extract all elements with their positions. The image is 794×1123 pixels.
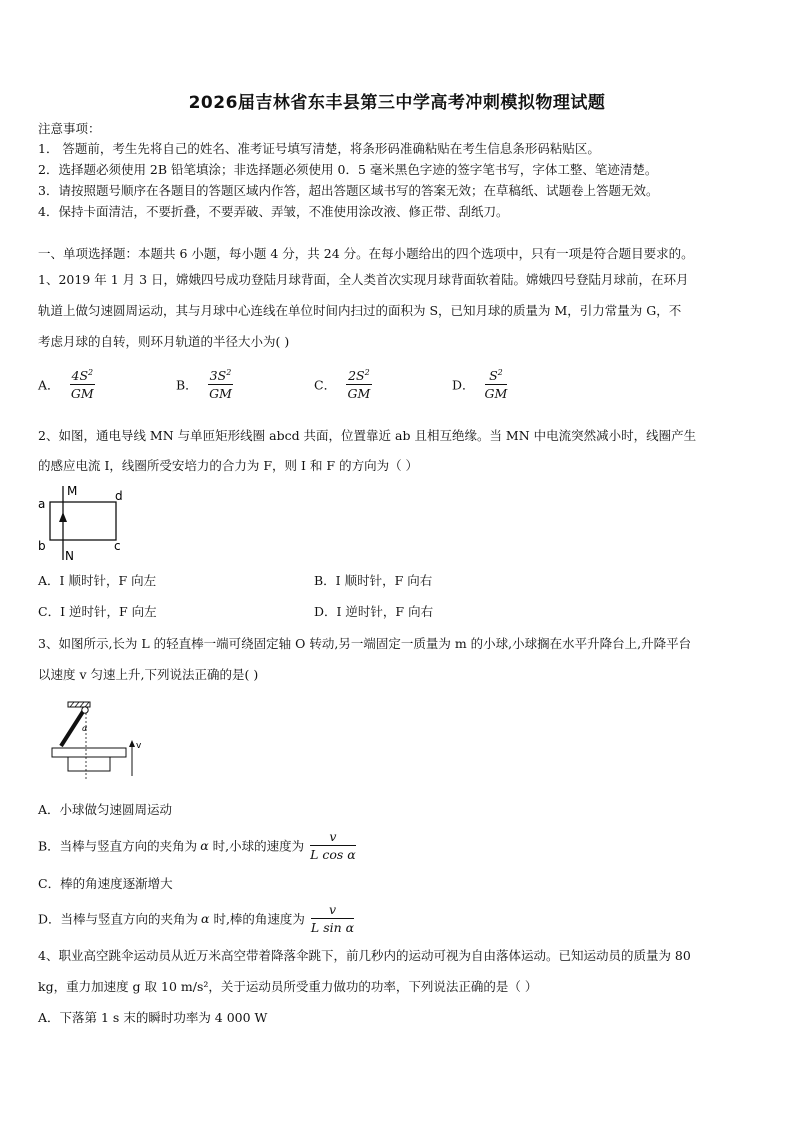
notice-item: 1． 答题前，考生先将自己的姓名、准考证号填写清楚，将条形码准确粘贴在考生信息条形码粘贴区。 [38,141,600,156]
q2-option-a: A．I 顺时针，F 向左 [38,573,157,588]
option-fraction [310,829,356,862]
option-fraction [311,902,354,935]
fraction-denominator: GM [484,386,508,402]
platform-base [68,757,110,771]
notice-item: 2．选择题必须使用 2B 铅笔填涂；非选择题必须使用 0．5 毫米黑色字迹的签字笔书写，字体工整、笔迹清楚。 [38,162,658,177]
q4-option-a: A．下落第 1 s 末的瞬时功率为 4 000 W [38,1010,268,1025]
pivot-icon [82,707,88,713]
option-text: 时,小球的速度为 [208,838,305,854]
wire-coil-figure [34,482,134,564]
page-title: 2026届吉林省东丰县第三中学高考冲刺模拟物理试题 [188,93,606,113]
q3-option-a: A．小球做匀速圆周运动 [38,802,173,817]
fraction-denominator: GM [70,386,94,402]
option-label: A． [38,377,60,393]
option-label: D． [452,377,475,393]
exponent: 2 [88,368,94,377]
fraction-denominator: L cos α [310,847,356,862]
question-1-line: 轨道上做匀速圆周运动，其与月球中心连线在单位时间内扫过的面积为 S，已知月球的质量为 M，引力常量为 G，不 [38,303,682,318]
label-b: b [38,539,46,553]
velocity-arrowhead-icon [129,740,135,747]
exponent: 2 [226,368,232,377]
alpha-symbol: α [201,911,210,926]
alpha-symbol: α [200,838,209,853]
q2-option-b: B．I 顺时针，F 向右 [314,573,433,588]
velocity-label: v [136,741,142,751]
question-1-line: 考虑月球的自转，则环月轨道的半径大小为( ) [38,334,290,349]
label-d: d [115,489,123,503]
platform-top [52,748,126,757]
label-n: N [65,549,74,563]
notice-heading: 注意事项： [38,121,101,136]
option-fraction [70,368,96,401]
question-3-line: 以速度 v 匀速上升,下列说法正确的是( ) [38,667,259,682]
option-fraction [485,368,508,401]
question-1-line: 1、2019 年 1 月 3 日，嫦娥四号成功登陆月球背面，全人类首次实现月球背面软着陆。嫦娥四号登陆月球前，在环月 [38,272,689,287]
notice-item: 4．保持卡面清洁，不要折叠，不要弄破、弄皱，不准使用涂改液、修正带、刮纸刀。 [38,204,509,219]
fraction-numerator: 2S [348,368,365,384]
question-2-line: 2、如图，通电导线 MN 与单匝矩形线圈 abcd 共面，位置靠近 ab 且相互绝缘。当 MN 中电流突然减小时，线圈产生 [38,428,697,443]
option-fraction [346,368,372,401]
exponent: 2 [497,368,503,377]
fraction-numerator: 4S [71,368,89,384]
label-m: M [67,484,78,498]
q1-option-c [314,368,372,401]
option-text: D．当棒与竖直方向的夹角为 [38,911,199,927]
rod [61,710,84,746]
section-heading: 一、单项选择题：本题共 6 小题，每小题 4 分，共 24 分。在每小题给出的四个选项中，只有一项是符合题目要求的。 [38,246,694,261]
question-4-line: 4、职业高空跳伞运动员从近万米高空带着降落伞跳下，前几秒内的运动可视为自由落体运动。已知运动员的质量为 80 [38,948,691,963]
question-2-line: 的感应电流 I，线圈所受安培力的合力为 F，则 I 和 F 的方向为（ ） [38,458,419,473]
option-label: C． [314,377,337,393]
label-c: c [114,539,121,553]
fraction-denominator: GM [209,386,232,402]
notice-item: 3．请按照题号顺序在各题目的答题区域内作答，超出答题区域书写的答案无效；在草稿纸、试题卷上答题无效。 [38,183,659,198]
fraction-numerator: 3S [209,368,227,384]
q3-option-d [38,902,354,935]
question-3-line: 3、如图所示,长为 L 的轻直棒一端可绕固定轴 O 转动,另一端固定一质量为 m 的小球,小球搁在水平升降台上,升降平台 [38,636,692,651]
question-4-line: kg，重力加速度 g 取 10 m/s²，关于运动员所受重力做功的功率，下列说法正确的是（ ） [38,979,538,994]
option-text: 时,棒的角速度为 [209,911,305,927]
fraction-numerator: v [310,829,356,846]
q1-option-d [452,368,507,401]
fraction-denominator: L sin α [310,920,355,935]
rod-platform-figure [48,700,152,782]
fraction-numerator: S [489,368,498,384]
q3-option-c: C．棒的角速度逐渐增大 [38,876,173,891]
fraction-numerator: v [311,902,354,919]
label-a: a [38,497,46,511]
option-text: B．当棒与竖直方向的夹角为 [38,838,198,854]
q1-option-b [176,368,233,401]
fraction-denominator: GM [347,386,371,402]
exponent: 2 [364,368,370,377]
q2-option-d: D．I 逆时针，F 向右 [314,604,434,619]
angle-label: α [82,724,88,733]
q1-option-a [38,368,95,401]
option-fraction [208,368,234,401]
q2-option-c: C．I 逆时针，F 向左 [38,604,157,619]
option-label: B． [176,377,198,393]
current-arrow-icon [59,512,67,522]
q3-option-b [38,829,356,862]
